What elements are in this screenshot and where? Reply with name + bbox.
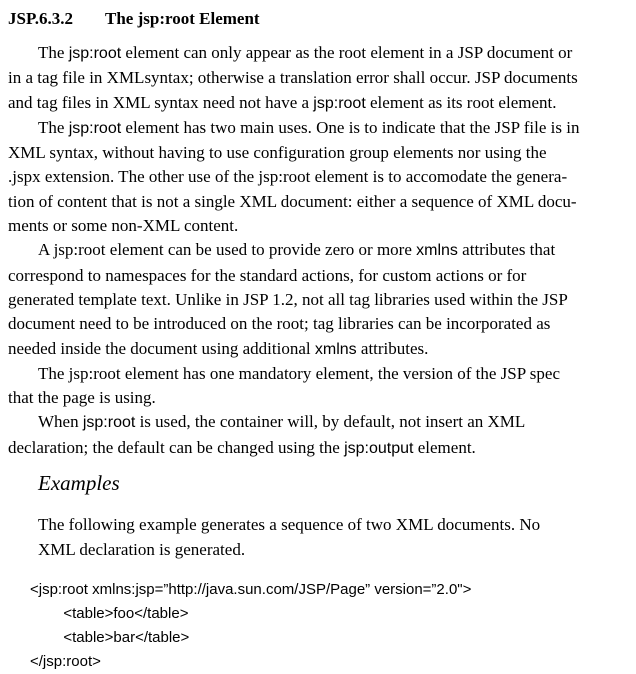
- text-run: correspond to namespaces for the standard actions, for custom actions or for: [8, 265, 527, 285]
- text-line: [8, 214, 628, 238]
- text-run: The: [38, 43, 69, 62]
- text-line: <table>foo</table>: [30, 605, 189, 623]
- text-line: [8, 312, 628, 336]
- text-line: [8, 288, 628, 312]
- text-line: The following example generates a sequence of two XML documents. No: [38, 515, 541, 535]
- paragraph: [8, 238, 628, 361]
- text-run: ments or some non-XML content.: [8, 216, 239, 236]
- code-term: jsp:root: [68, 119, 122, 137]
- text-line: [8, 386, 628, 410]
- text-run: element as its root element.: [365, 92, 557, 112]
- text-run: The: [38, 117, 69, 137]
- code-block: [30, 578, 628, 674]
- text-run: that the page is using.: [8, 388, 156, 408]
- text-run: A jsp:root element can be used to provide zero or more: [38, 240, 417, 260]
- text-line: <jsp:root xmlns:jsp=”http://java.sun.com/JSP/Page” version=”2.0">: [30, 581, 472, 599]
- code-term: jsp:root: [313, 94, 366, 112]
- section-title: The jsp:root Element: [105, 9, 260, 28]
- text-run: is used, the container will, by default, not insert an XML: [135, 412, 526, 432]
- text-run: needed inside the document using additional: [8, 338, 315, 358]
- section-number: JSP.6.3.2: [8, 9, 74, 28]
- text-line: [8, 362, 628, 386]
- text-run: declaration; the default can be changed using the: [8, 437, 345, 457]
- text-run: document need to be introduced on the root; tag libraries can be incorporated as: [8, 314, 551, 334]
- text-line: XML declaration is generated.: [38, 539, 246, 559]
- examples-heading: Examples: [38, 471, 120, 496]
- code-term: xmlns: [416, 242, 458, 260]
- code-term: xmlns: [314, 340, 357, 358]
- text-run: XML syntax, without having to use configuration group elements nor using the: [8, 143, 547, 163]
- text-run: When: [38, 412, 83, 432]
- examples-intro-paragraph: [38, 513, 628, 562]
- text-line: <table>bar</table>: [30, 629, 190, 647]
- text-run: tion of content that is not a single XML document: either a sequence of XML docu-: [8, 191, 577, 211]
- text-run: element.: [413, 437, 476, 457]
- text-line: </jsp:root>: [30, 653, 101, 671]
- text-run: generated template text. Unlike in JSP 1.2, not all tag libraries used within the JSP: [8, 289, 568, 309]
- text-line: [8, 238, 628, 263]
- text-run: and tag files in XML syntax need not have a: [8, 92, 314, 112]
- code-term: jsp:root: [68, 45, 122, 62]
- paragraph: [8, 362, 628, 411]
- text-line: [8, 264, 628, 288]
- text-run: element has two main uses. One is to indicate that the JSP file is in: [121, 117, 580, 137]
- text-line: [8, 66, 628, 90]
- text-line: [8, 165, 628, 189]
- text-run: attributes that: [457, 240, 556, 260]
- code-term: jsp:output: [344, 439, 414, 457]
- paragraph: [8, 116, 628, 238]
- text-run: .jspx extension. The other use of the jsp:root element is to accomodate the genera-: [8, 167, 568, 187]
- body-paragraphs: [8, 41, 628, 461]
- text-line: [8, 190, 628, 214]
- text-line: [8, 91, 628, 116]
- text-line: [8, 141, 628, 165]
- paragraph: [8, 41, 628, 116]
- code-term: jsp:root: [82, 414, 136, 432]
- text-line: [8, 116, 628, 141]
- text-line: [8, 436, 628, 461]
- text-line: [8, 41, 628, 66]
- text-run: attributes.: [356, 338, 429, 358]
- text-line: [8, 337, 628, 362]
- paragraph: [8, 410, 628, 461]
- text-run: element can only appear as the root element in a JSP document or: [121, 43, 573, 62]
- section-heading: [8, 8, 628, 30]
- text-line: [8, 410, 628, 435]
- text-run: in a tag file in XMLsyntax; otherwise a translation error shall occur. JSP documents: [8, 68, 578, 88]
- text-run: The jsp:root element has one mandatory element, the version of the JSP spec: [38, 363, 560, 383]
